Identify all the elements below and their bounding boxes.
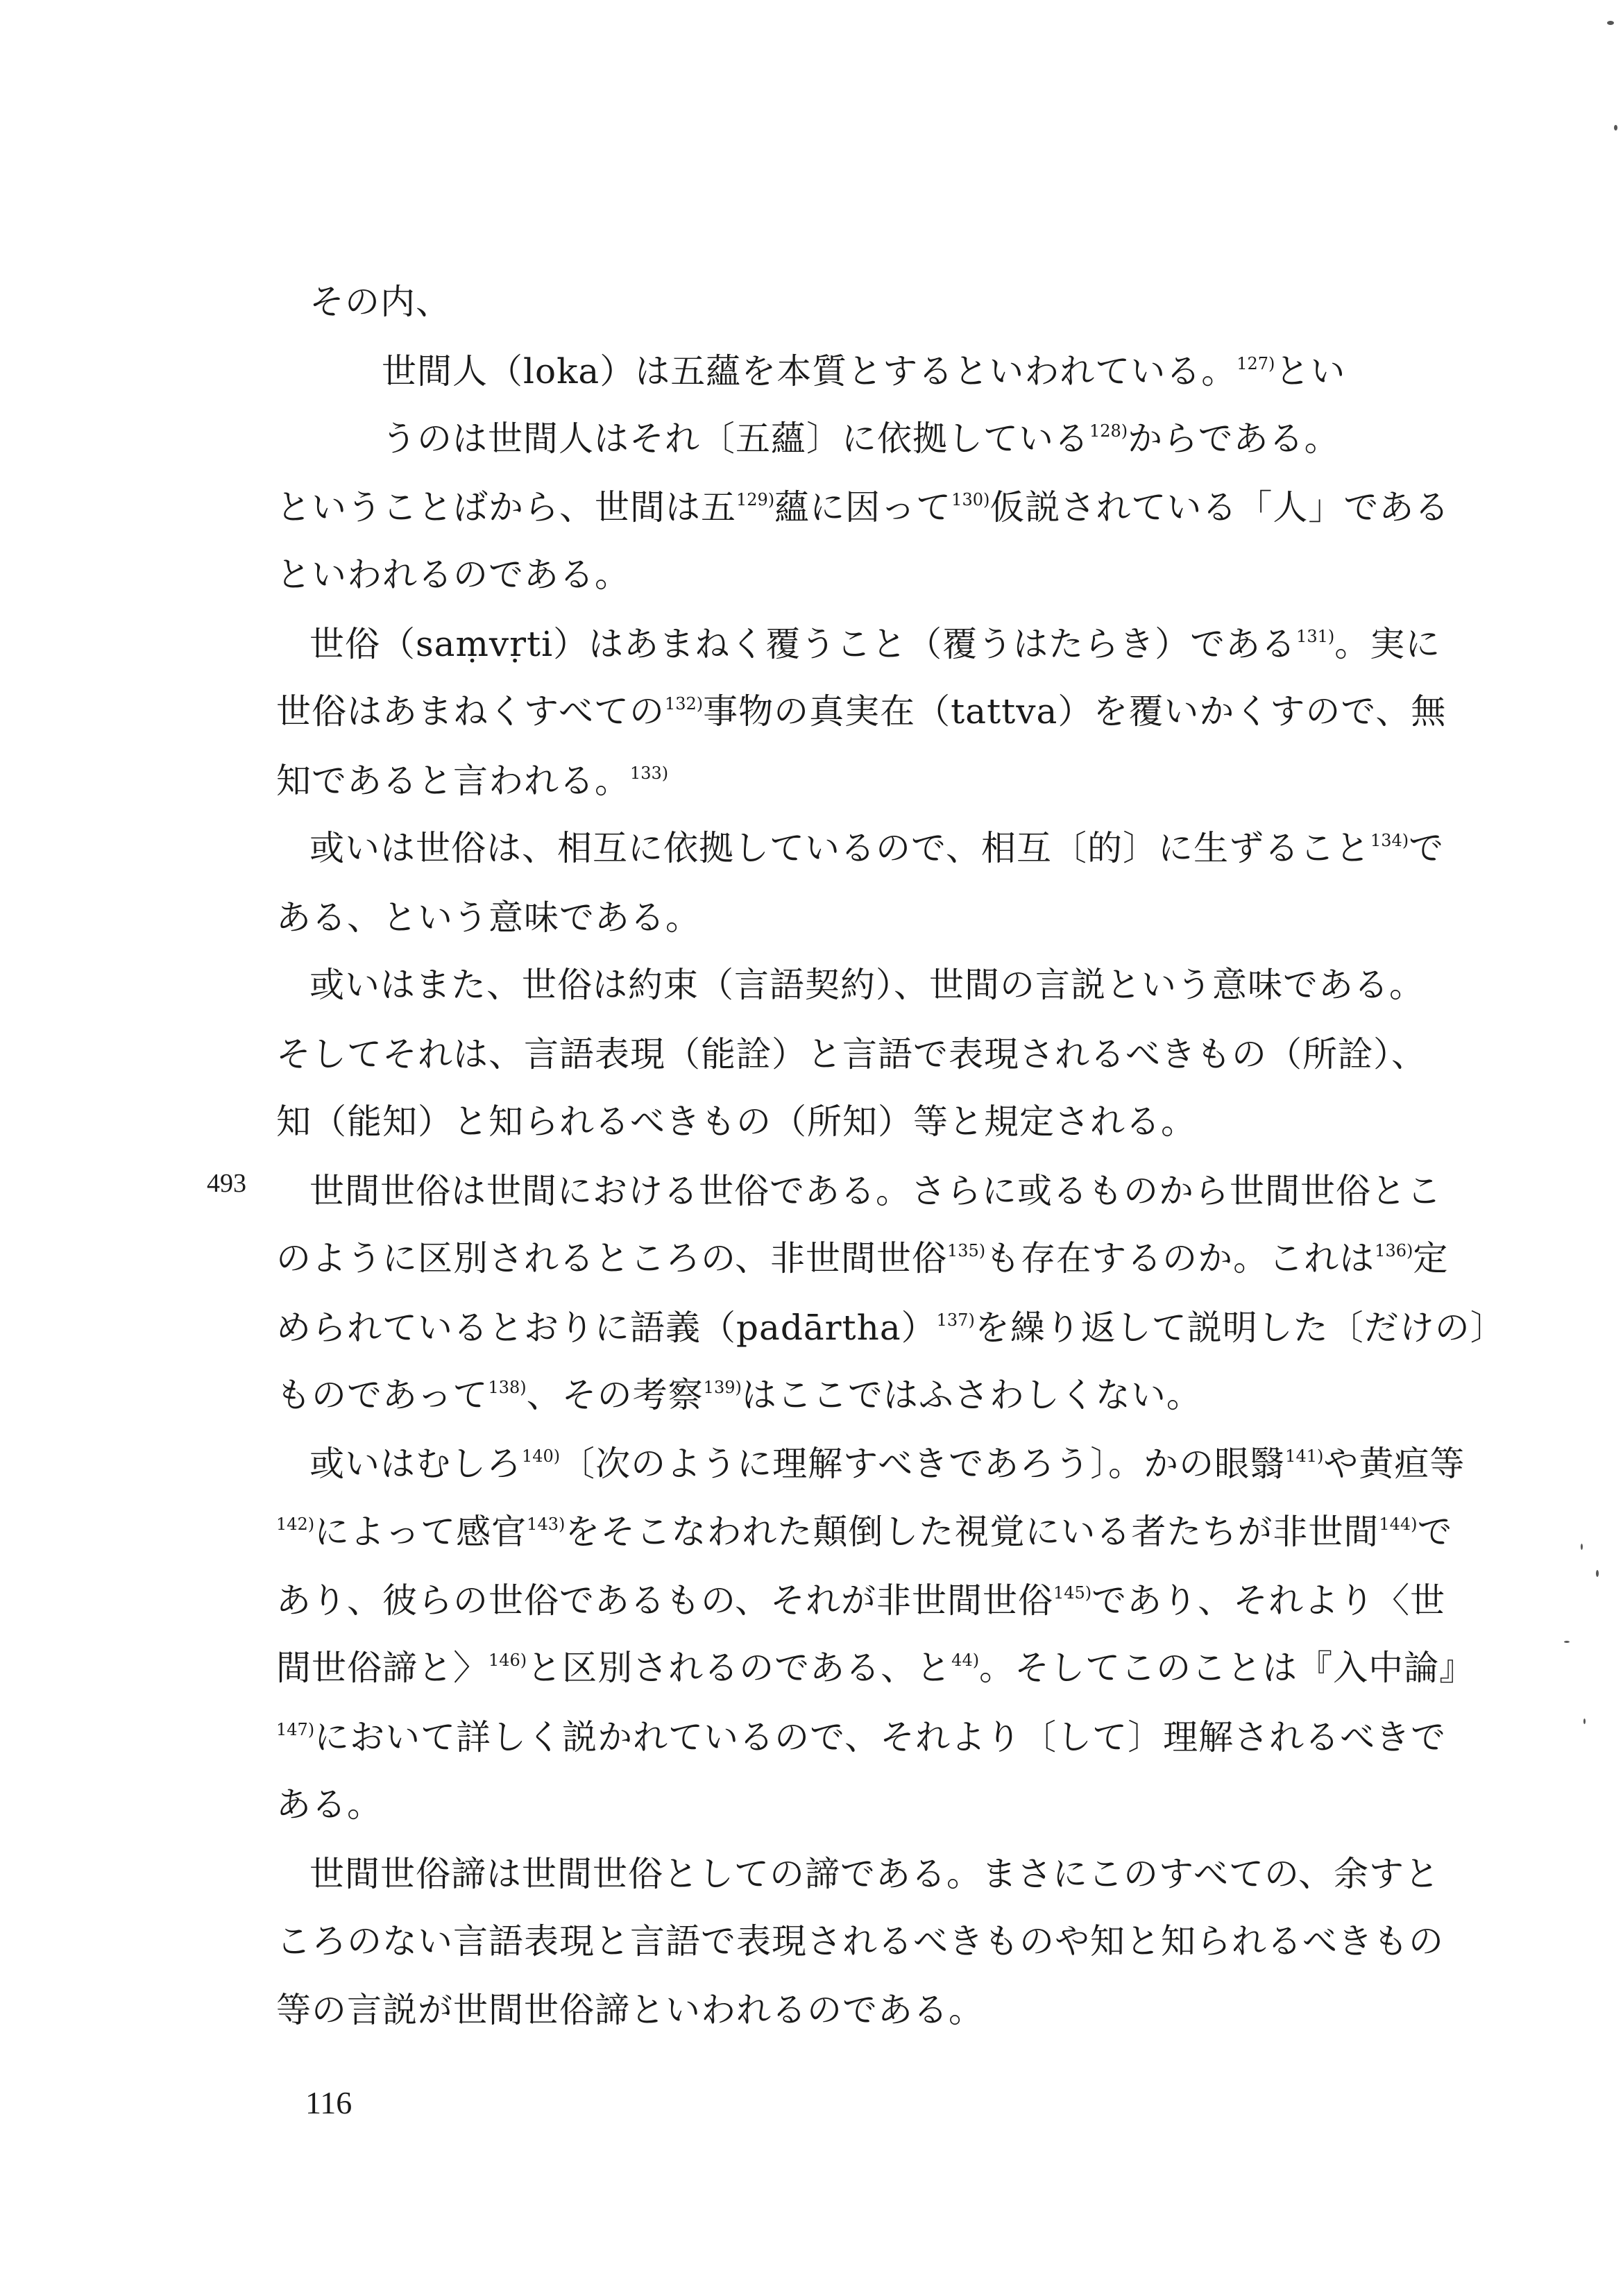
text-segment: において詳しく説かれているので、それより〔して〕理解されるべきで [314, 1717, 1447, 1757]
scan-speck [1581, 1544, 1583, 1550]
text-line [309, 620, 1441, 668]
text-line [276, 1576, 1445, 1625]
text-line [276, 687, 1446, 736]
text-segment: あり、彼らの世俗であるもの、それが非世間世俗 [276, 1580, 1053, 1621]
text-segment: ということばから、世間は五 [276, 487, 736, 527]
scan-speck [1583, 1719, 1586, 1724]
text-segment: 世間世俗諦は世間世俗としての諦である。まさにこのすべての、余すと [309, 1854, 1440, 1894]
scan-speck [1614, 125, 1617, 130]
text-line [276, 1780, 382, 1829]
text-segment: そしてそれは、言語表現（能詮）と言語で表現されるべきもの（所詮）、 [276, 1034, 1427, 1074]
footnote-marker: 128) [1089, 421, 1128, 441]
footnote-marker: 129) [736, 490, 775, 509]
text-line [382, 347, 1345, 396]
text-line [276, 1371, 1202, 1419]
text-segment: も存在するのか。これは [985, 1238, 1375, 1278]
text-segment: で [1409, 828, 1445, 868]
text-segment: はここではふさわしくない。 [741, 1375, 1202, 1415]
text-segment: 。そしてこのことは『入中論』 [979, 1648, 1475, 1688]
footnote-marker: 131) [1296, 627, 1335, 646]
text-line [309, 1850, 1440, 1898]
page-number: 116 [305, 2085, 352, 2120]
text-segment: ある。 [276, 1784, 382, 1825]
text-segment: 世俗はあまねくすべての [276, 691, 665, 732]
text-line [276, 1713, 1446, 1762]
footnote-marker: 141) [1285, 1446, 1324, 1466]
text-line [309, 278, 451, 326]
text-segment: によって感官 [314, 1512, 527, 1552]
text-segment: で [1417, 1512, 1453, 1552]
footnote-marker: 132) [665, 694, 704, 714]
footnote-marker: 138) [488, 1378, 527, 1397]
text-segment: や黄疸等 [1323, 1444, 1465, 1484]
text-segment: 蘊に因って [774, 487, 952, 527]
text-line [382, 414, 1340, 463]
text-line [276, 1030, 1427, 1079]
text-segment: 定 [1413, 1238, 1449, 1278]
text-line [309, 824, 1444, 872]
text-segment: 或いは世俗は、相互に依拠しているので、相互〔的〕に生ずること [309, 828, 1370, 868]
text-segment: と区別されるのである、と [527, 1648, 952, 1688]
text-segment: 或いはまた、世俗は約束（言語契約）、世間の言説という意味である。 [309, 965, 1425, 1005]
text-segment: ものであって [276, 1375, 488, 1415]
scan-speck [1607, 21, 1614, 25]
text-line [276, 1508, 1453, 1556]
text-segment: のように区別されるところの、非世間世俗 [276, 1238, 947, 1278]
footnote-marker: 139) [703, 1378, 742, 1397]
text-segment: とい [1275, 351, 1346, 391]
text-segment: を繰り返して説明した〔だけの〕 [974, 1308, 1506, 1348]
footnote-marker: 140) [522, 1446, 561, 1466]
footnote-marker: 137) [936, 1310, 975, 1330]
text-segment: をそこなわれた顛倒した視覚にいる者たちが非世間 [565, 1512, 1379, 1552]
text-line [276, 1303, 1506, 1352]
footnote-marker: 133) [630, 763, 669, 783]
text-line [276, 1097, 1196, 1146]
text-line [276, 1986, 984, 2034]
text-line [309, 1440, 1465, 1488]
text-segment: 仮説されている「人」である [989, 487, 1450, 527]
text-line [309, 961, 1425, 1009]
text-segment: であり、それより〈世 [1091, 1580, 1446, 1621]
text-line [276, 550, 630, 599]
text-segment: 知（能知）と知られるべきもの（所知）等と規定される。 [276, 1101, 1196, 1142]
text-segment: 間世俗諦と〉 [276, 1648, 488, 1688]
text-segment: ある、という意味である。 [276, 897, 701, 938]
text-segment: 、その考察 [526, 1375, 704, 1415]
scan-speck [1596, 1570, 1599, 1577]
text-segment: からである。 [1128, 419, 1340, 459]
footnote-marker: 134) [1370, 831, 1409, 850]
text-segment: うのは世間人はそれ〔五蘊〕に依拠している [382, 419, 1089, 459]
text-segment: 世間世俗は世間における世俗である。さらに或るものから世間世俗とこ [309, 1171, 1442, 1211]
footnote-marker: 143) [527, 1514, 566, 1534]
text-segment: 。実に [1334, 624, 1441, 664]
text-segment: 事物の真実在（tattva）を覆いかくすので、無 [703, 691, 1447, 732]
text-segment: 世間人（loka）は五蘊を本質とするといわれている。 [382, 351, 1237, 391]
footnote-marker: 136) [1375, 1241, 1413, 1260]
footnote-marker: 144) [1379, 1514, 1418, 1534]
text-line [276, 1917, 1444, 1966]
footnote-marker: 130) [951, 490, 990, 509]
text-line [276, 1644, 1475, 1692]
text-segment: 世俗（saṃvṛti）はあまねく覆うこと（覆うはたらき）である [309, 624, 1297, 664]
text-segment: められているとおりに語義（padārtha） [276, 1308, 937, 1348]
text-segment: 知であると言われる。 [276, 761, 630, 801]
text-segment: その内、 [309, 282, 451, 322]
footnote-marker: 44) [951, 1651, 980, 1670]
text-line [276, 893, 701, 942]
text-line [276, 1234, 1448, 1283]
text-segment: 〔次のように理解すべきであろう〕。かの眼翳 [560, 1444, 1286, 1484]
text-line [276, 483, 1450, 532]
scan-speck [1564, 1641, 1570, 1643]
footnote-marker: 135) [947, 1241, 986, 1260]
footnote-marker: 147) [276, 1720, 315, 1739]
footnote-marker: 127) [1237, 354, 1275, 373]
footnote-marker: 145) [1053, 1583, 1092, 1603]
text-line [309, 1167, 1442, 1215]
text-line [276, 757, 668, 805]
text-segment: 等の言説が世間世俗諦といわれるのである。 [276, 1990, 984, 2030]
text-segment: といわれるのである。 [276, 555, 630, 595]
text-segment: 或いはむしろ [309, 1444, 522, 1484]
margin-reference-number: 493 [207, 1169, 246, 1198]
footnote-marker: 146) [488, 1651, 527, 1670]
text-segment: ころのない言語表現と言語で表現されるべきものや知と知られるべきもの [276, 1921, 1444, 1961]
footnote-marker: 142) [276, 1514, 315, 1534]
